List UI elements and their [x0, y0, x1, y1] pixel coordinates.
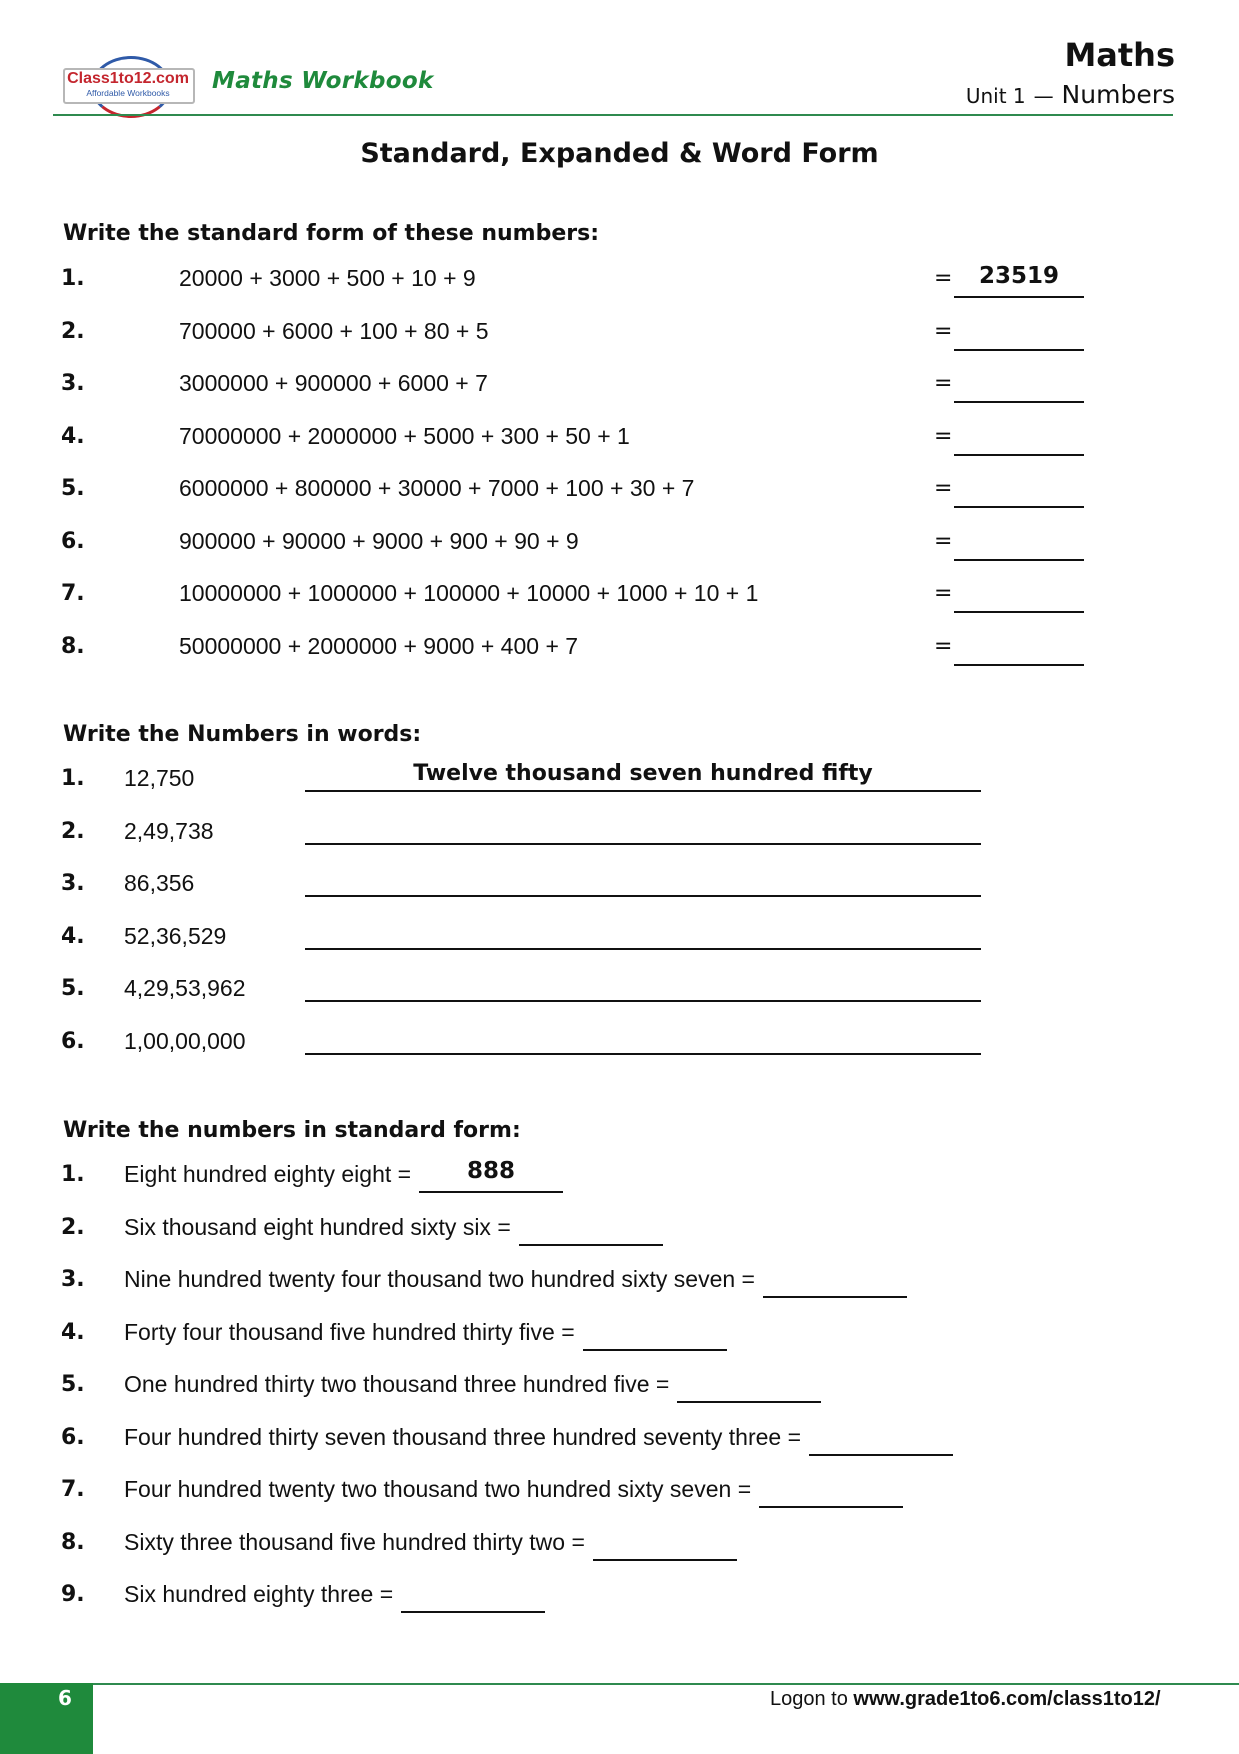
item-number: 2.: [61, 818, 85, 844]
item-number: 5.: [61, 476, 85, 501]
footer-logon-label: Logon to: [770, 1688, 848, 1710]
section1-heading: Write the standard form of these numbers:: [63, 221, 599, 246]
answer-blank[interactable]: [401, 1611, 545, 1613]
number-value: 86,356: [124, 870, 195, 896]
item-number: 4.: [61, 923, 85, 949]
item-number: 5.: [61, 976, 85, 1001]
page-number: 6: [58, 1686, 72, 1710]
expanded-expression: 20000 + 3000 + 500 + 10 + 9: [179, 265, 476, 291]
answer-blank[interactable]: [954, 349, 1084, 351]
word-number: Four hundred twenty two thousand two hundred sixty seven =: [124, 1476, 752, 1502]
equals-sign: =: [934, 528, 953, 554]
expanded-expression: 50000000 + 2000000 + 9000 + 400 + 7: [179, 632, 579, 659]
equals-sign: =: [934, 581, 953, 606]
expanded-expression: 3000000 + 900000 + 6000 + 7: [179, 370, 488, 396]
answer-text: 888: [466, 1158, 515, 1184]
item-number: 3.: [61, 871, 85, 896]
footer-logon: [770, 1688, 1161, 1711]
item-number: 1.: [61, 766, 85, 791]
item-number: 7.: [61, 581, 85, 606]
equals-sign: =: [934, 423, 953, 449]
answer-blank[interactable]: [305, 1053, 981, 1055]
word-number: Six hundred eighty three =: [124, 1581, 394, 1607]
unit-dash: —: [1033, 84, 1054, 108]
item-number: 2.: [61, 1214, 85, 1240]
answer-blank[interactable]: [809, 1454, 953, 1456]
item-number: 4.: [61, 423, 85, 449]
answer-blank[interactable]: [305, 1000, 981, 1002]
item-number: 3.: [61, 1267, 85, 1292]
item-number: 1.: [61, 266, 85, 291]
item-number: 4.: [61, 1319, 85, 1345]
answer-blank[interactable]: [677, 1401, 821, 1403]
equals-sign: =: [934, 318, 953, 344]
answer-blank[interactable]: [583, 1349, 727, 1351]
unit-label: Unit 1: [965, 84, 1026, 108]
expanded-expression: 700000 + 6000 + 100 + 80 + 5: [179, 317, 489, 344]
answer-blank[interactable]: [954, 454, 1084, 456]
footer-divider: [0, 1683, 1239, 1685]
word-number: Eight hundred eighty eight =: [124, 1161, 412, 1187]
answer-blank[interactable]: [763, 1296, 907, 1298]
answer-blank[interactable]: [305, 895, 981, 897]
unit-title: [966, 80, 1175, 109]
equals-sign: =: [934, 476, 953, 501]
answer-blank[interactable]: [419, 1191, 563, 1193]
answer-blank[interactable]: [954, 611, 1084, 613]
answer-blank[interactable]: [954, 401, 1084, 403]
word-number: Sixty three thousand five hundred thirty two =: [124, 1528, 585, 1555]
logo-main-text: Class1to12.com: [67, 70, 189, 87]
answer-blank[interactable]: [759, 1506, 903, 1508]
answer-blank[interactable]: [954, 559, 1084, 561]
word-number: Nine hundred twenty four thousand two hundred sixty seven =: [124, 1266, 755, 1292]
item-number: 6.: [61, 1028, 85, 1054]
item-number: 6.: [61, 1424, 85, 1450]
workbook-title: Maths Workbook: [212, 68, 434, 94]
expanded-expression: 70000000 + 2000000 + 5000 + 300 + 50 + 1: [179, 422, 630, 449]
answer-blank[interactable]: [954, 506, 1084, 508]
item-number: 1.: [61, 1162, 85, 1187]
number-value: 2,49,738: [124, 817, 214, 844]
answer-blank[interactable]: [519, 1244, 663, 1246]
expanded-expression: 6000000 + 800000 + 30000 + 7000 + 100 + 30 + 7: [179, 475, 695, 501]
expanded-expression: 10000000 + 1000000 + 100000 + 10000 + 1000 + 10 + 1: [179, 580, 759, 606]
answer-blank[interactable]: [954, 296, 1084, 298]
equals-sign: =: [934, 371, 953, 396]
answer-blank[interactable]: [305, 843, 981, 845]
answer-blank[interactable]: [954, 664, 1084, 666]
item-number: 3.: [61, 371, 85, 396]
item-number: 8.: [61, 633, 85, 659]
item-number: 7.: [61, 1477, 85, 1502]
number-value: 12,750: [124, 765, 195, 791]
item-number: 8.: [61, 1529, 85, 1555]
answer-blank[interactable]: [305, 790, 981, 792]
header-divider: [53, 114, 1173, 116]
word-number: Forty four thousand five hundred thirty five =: [124, 1318, 575, 1345]
word-number: Four hundred thirty seven thousand three hundred seventy three =: [124, 1423, 802, 1450]
expanded-expression: 900000 + 90000 + 9000 + 900 + 90 + 9: [179, 527, 579, 554]
item-number: 9.: [61, 1582, 85, 1607]
item-number: 6.: [61, 528, 85, 554]
logo-sub-text: Affordable Workbooks: [86, 88, 170, 98]
equals-sign: =: [934, 266, 953, 291]
unit-topic: Numbers: [1061, 80, 1175, 109]
number-value: 4,29,53,962: [124, 975, 246, 1001]
section3-heading: Write the numbers in standard form:: [63, 1118, 521, 1143]
item-number: 5.: [61, 1372, 85, 1397]
answer-text: Twelve thousand seven hundred fifty: [413, 761, 873, 786]
answer-blank[interactable]: [305, 948, 981, 950]
answer-text: 23519: [978, 263, 1060, 289]
answer-blank[interactable]: [593, 1559, 737, 1561]
equals-sign: =: [934, 633, 953, 659]
item-number: 2.: [61, 318, 85, 344]
section2-heading: Write the Numbers in words:: [63, 722, 422, 747]
subject-title: Maths: [1064, 36, 1175, 74]
footer-url[interactable]: www.grade1to6.com/class1to12/: [853, 1688, 1161, 1710]
number-value: 1,00,00,000: [124, 1027, 246, 1054]
page-title: Standard, Expanded & Word Form: [360, 138, 879, 169]
word-number: One hundred thirty two thousand three hundred five =: [124, 1371, 670, 1397]
word-number: Six thousand eight hundred sixty six =: [124, 1213, 511, 1240]
number-value: 52,36,529: [124, 922, 227, 949]
